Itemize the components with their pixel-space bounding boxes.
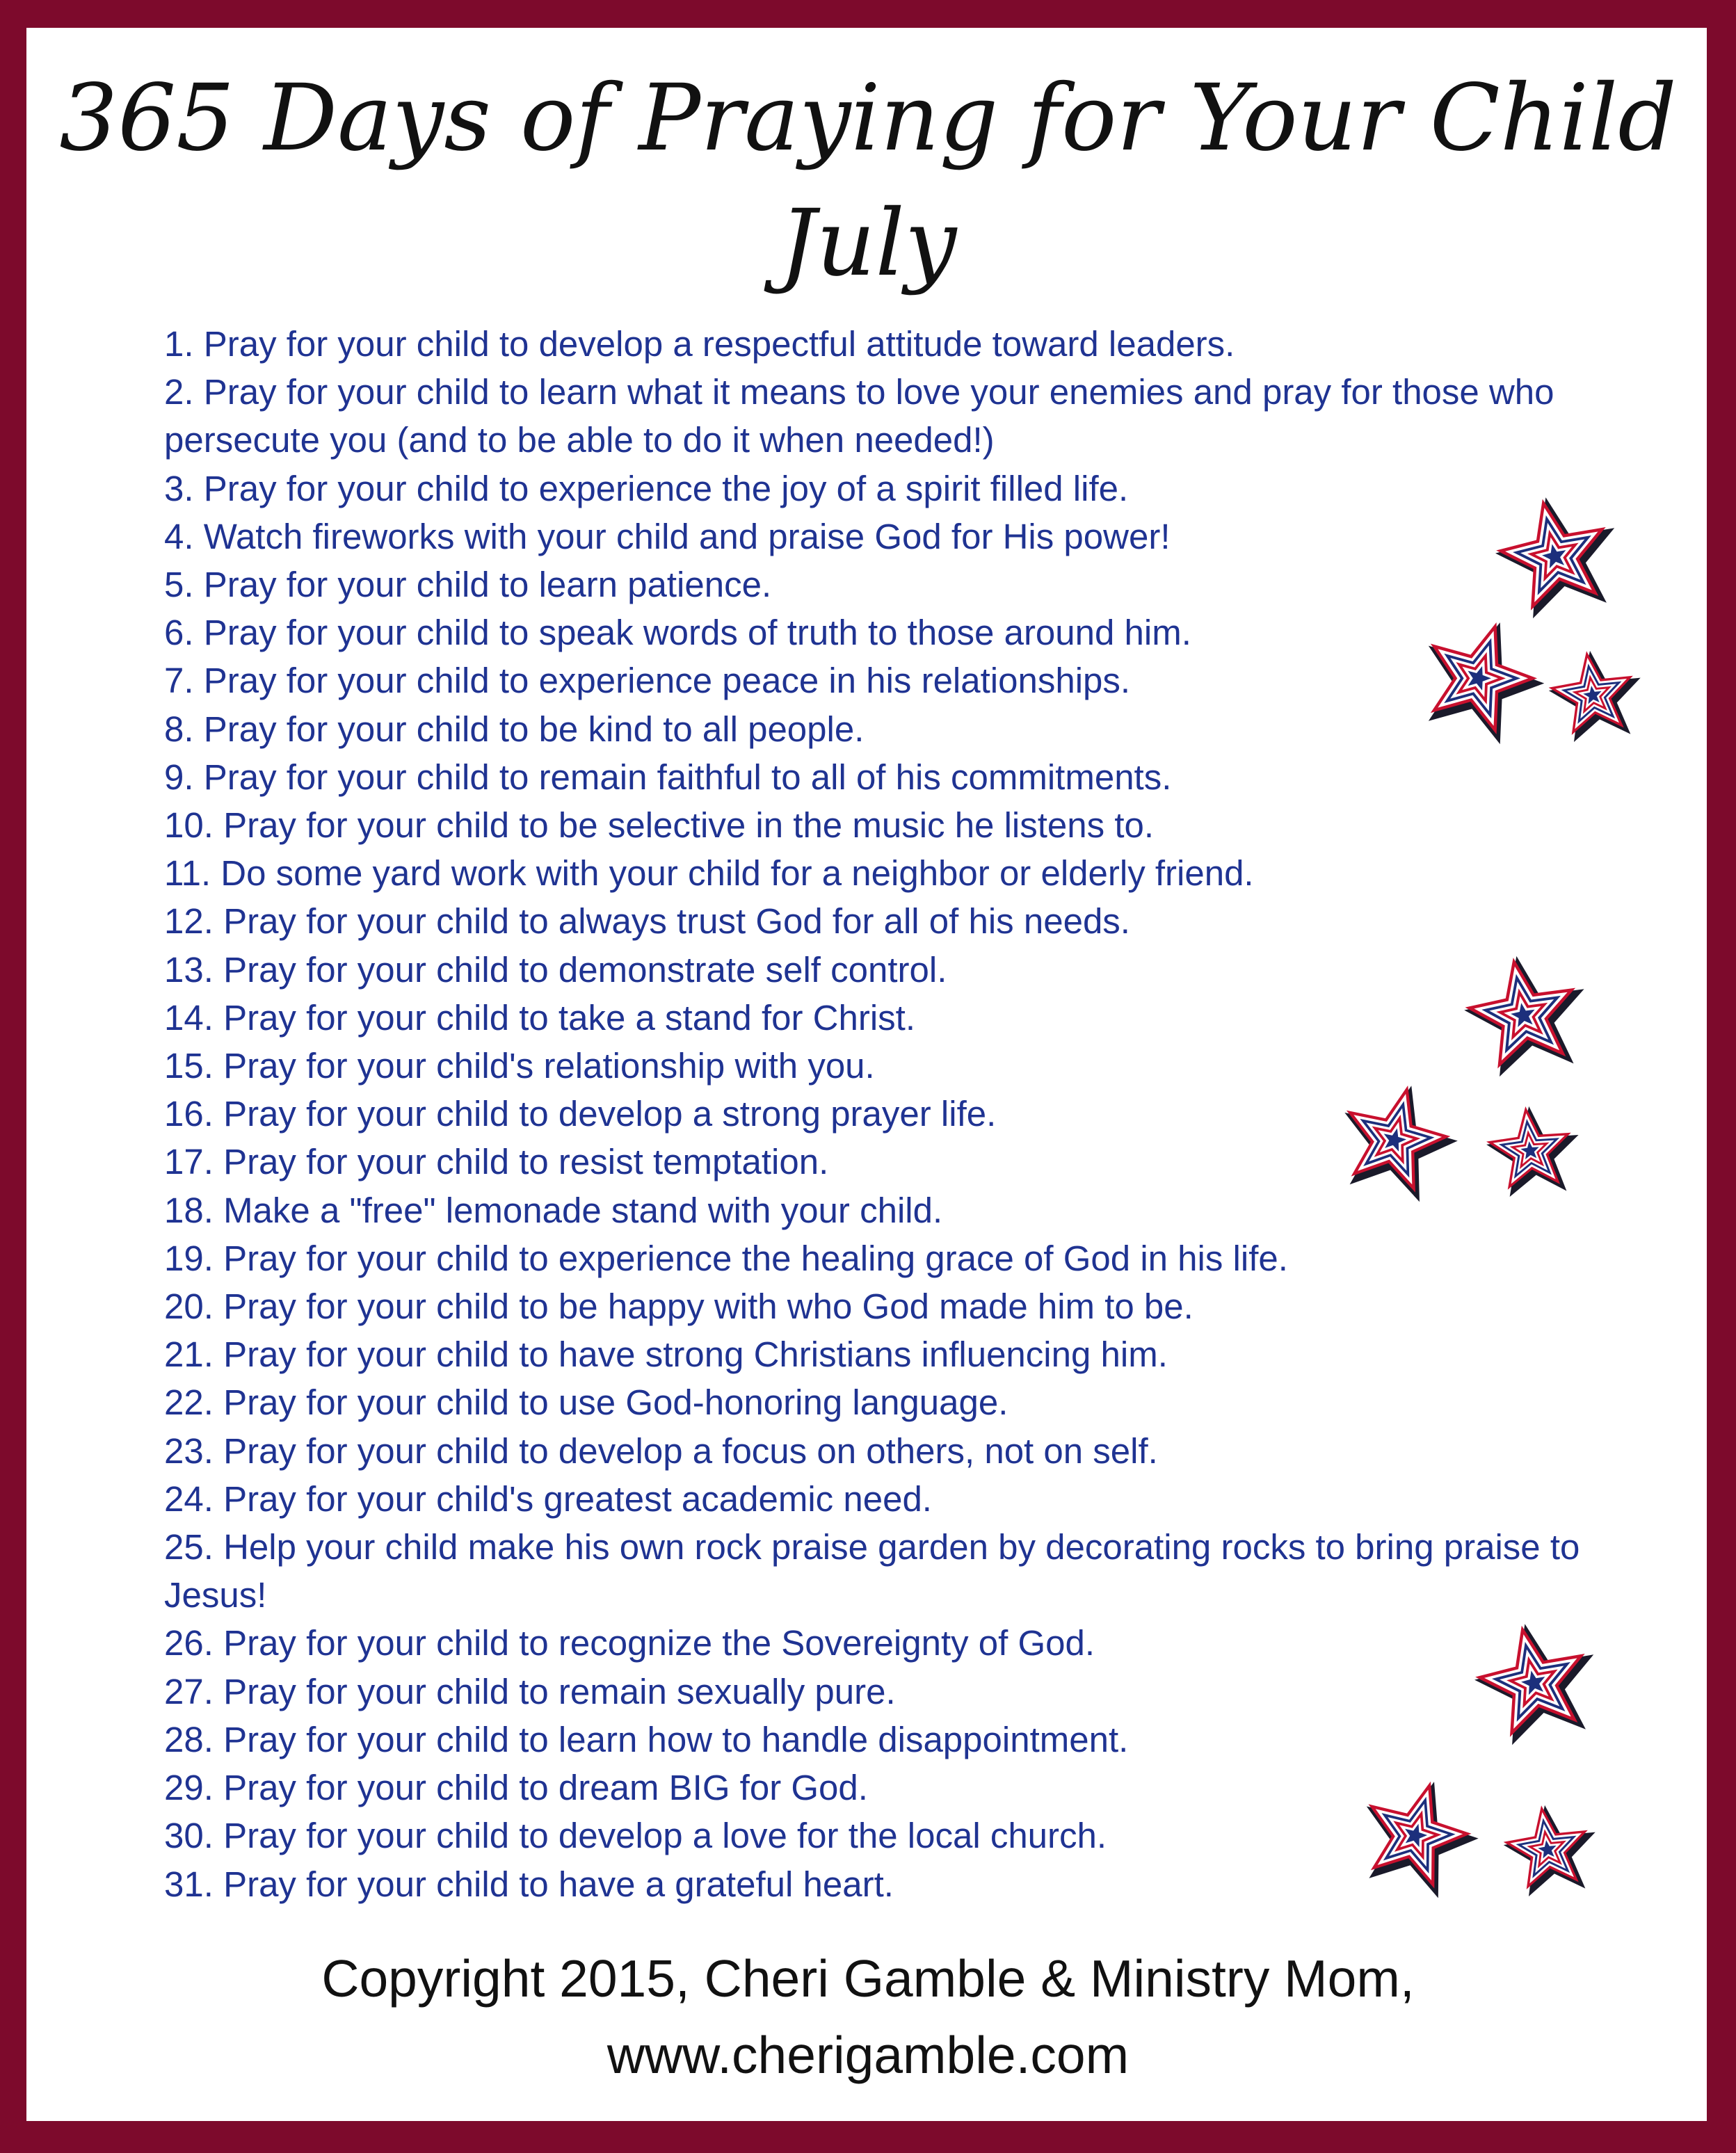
patriotic-star-icon	[1342, 1762, 1488, 1909]
patriotic-star-icon	[1472, 1092, 1589, 1209]
prayer-item: 14. Pray for your child to take a stand for Christ.	[164, 997, 915, 1038]
prayer-item: 26. Pray for your child to recognize the Sovereignty of God.	[164, 1623, 1095, 1663]
prayer-item: 6. Pray for your child to speak words of truth to those around him.	[164, 613, 1191, 653]
prayer-item: 5. Pray for your child to learn patience.	[164, 565, 772, 605]
prayer-item: 29. Pray for your child to dream BIG for God.	[164, 1768, 868, 1808]
prayer-item: 23. Pray for your child to develop a focus on others, not on self.	[164, 1430, 1158, 1471]
prayer-item: 22. Pray for your child to use God-honoring language.	[164, 1382, 1008, 1423]
prayer-item: 4. Watch fireworks with your child and praise God for His power!	[164, 516, 1171, 556]
prayer-item: 19. Pray for your child to experience the healing grace of God in his life.	[164, 1238, 1288, 1278]
patriotic-star-icon	[1401, 602, 1555, 755]
prayer-item: 17. Pray for your child to resist temptation.	[164, 1142, 829, 1182]
prayer-item: 31. Pray for your child to have a grateful heart.	[164, 1864, 894, 1904]
prayer-item: 9. Pray for your child to remain faithful to all of his commitments.	[164, 757, 1172, 797]
prayer-item: 15. Pray for your child's relationship with you.	[164, 1046, 875, 1086]
prayer-item: 2. Pray for your child to learn what it means to love your enemies and pray for those who persecute you (and to be able to do it when needed!)	[164, 372, 1554, 460]
prayer-item: 20. Pray for your child to be happy with who God made him to be.	[164, 1287, 1194, 1327]
prayer-item: 13. Pray for your child to demonstrate self control.	[164, 949, 947, 990]
patriotic-star-icon	[1321, 1067, 1468, 1213]
website-link[interactable]: www.cherigamble.com	[606, 2026, 1130, 2084]
prayer-item: 11. Do some yard work with your child for a neighbor or elderly friend.	[164, 853, 1254, 894]
month-heading: July	[779, 190, 957, 297]
prayer-item: 3. Pray for your child to experience the joy of a spirit filled life.	[164, 468, 1129, 508]
prayer-item: 25. Help your child make his own rock praise garden by decorating rocks to bring praise to Jesus!	[164, 1527, 1580, 1615]
prayer-item: 12. Pray for your child to always trust God for all of his needs.	[164, 901, 1130, 942]
prayer-item: 18. Make a "free" lemonade stand with your child.	[164, 1190, 943, 1230]
patriotic-star-icon	[1457, 1606, 1611, 1760]
prayer-item: 24. Pray for your child's greatest academic need.	[164, 1478, 932, 1519]
prayer-item: 8. Pray for your child to be kind to all people.	[164, 709, 865, 749]
prayer-item: 1. Pray for your child to develop a respectful attitude toward leaders.	[164, 324, 1235, 364]
prayer-item: 16. Pray for your child to develop a strong prayer life.	[164, 1094, 997, 1134]
patriotic-star-icon	[1534, 637, 1651, 754]
prayer-item: 30. Pray for your child to develop a love for the local church.	[164, 1816, 1107, 1856]
prayer-item: 21. Pray for your child to have strong Christians influencing him.	[164, 1334, 1168, 1375]
page-title: 365 Days of Praying for Your Child	[59, 65, 1677, 172]
patriotic-star-icon	[1489, 1791, 1606, 1908]
prayer-item: 28. Pray for your child to learn how to handle disappointment.	[164, 1719, 1129, 1759]
prayer-item: 7. Pray for your child to experience peace in his relationships.	[164, 661, 1131, 701]
prayer-item: 27. Pray for your child to remain sexually pure.	[164, 1671, 896, 1711]
prayer-item: 10. Pray for your child to be selective in the music he listens to.	[164, 805, 1155, 846]
patriotic-star-icon	[1447, 939, 1600, 1092]
copyright-text: Copyright 2015, Cheri Gamble & Ministry Mom,	[321, 1949, 1415, 2008]
